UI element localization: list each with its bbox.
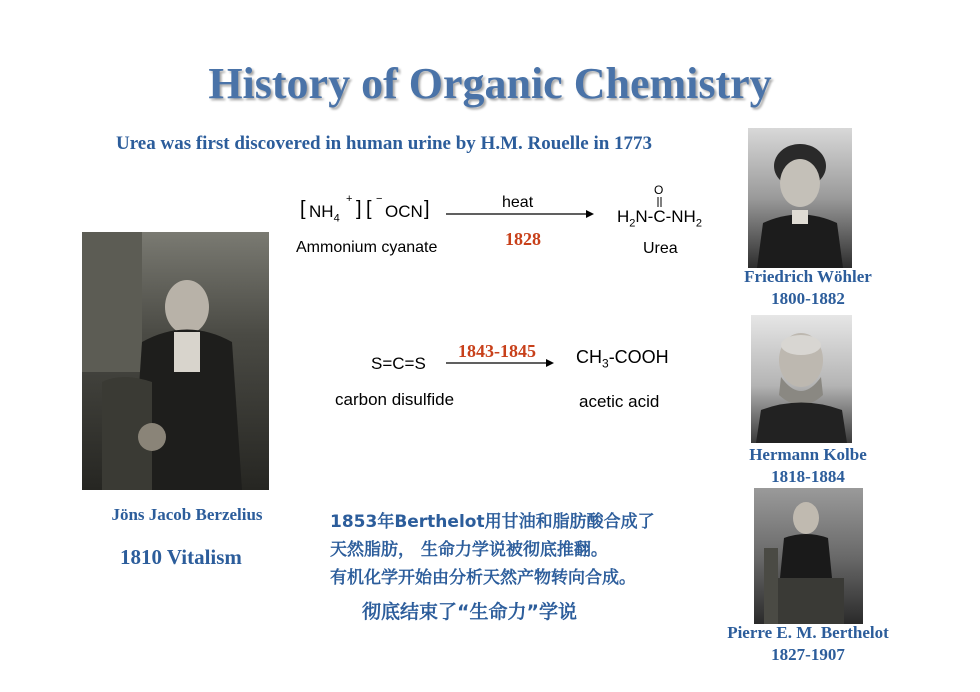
wohler-portrait (748, 128, 852, 268)
reactant-bracket-left: [ (300, 198, 306, 220)
kolbe-figure-icon (751, 315, 852, 443)
urea-oxygen: O (654, 183, 664, 197)
wohler-name: Friedrich Wöhler (744, 267, 872, 286)
note-line-3: 有机化学开始由分析天然产物转向合成。 (330, 568, 636, 588)
anion-bracket-right: ] (424, 198, 430, 220)
conclusion: 彻底结束了“生命力”学说 (362, 601, 577, 623)
berthelot-portrait (754, 488, 863, 624)
cation-charge: + (346, 193, 353, 205)
anion-charge: − (376, 193, 383, 205)
reaction-year: 1828 (505, 229, 541, 249)
reaction-years-2: 1843-1845 (458, 341, 536, 361)
urea-formula: $H_2N-C-NH_2$ (617, 207, 702, 230)
reaction-arrow-2 (446, 357, 556, 369)
wohler-years: 1800-1882 (771, 289, 845, 308)
note-line-1: 1853年Berthelot用甘油和脂肪酸合成了 (330, 512, 655, 532)
berzelius-figure-icon (82, 232, 269, 490)
reaction-arrow-1 (446, 208, 596, 220)
note-line-2: 天然脂肪， 生命力学说被彻底推翻。 (330, 540, 608, 560)
reaction-condition: heat (502, 194, 534, 211)
reactant-bracket-mid-right: ] (356, 198, 362, 220)
wohler-figure-icon (748, 128, 852, 268)
kolbe-years: 1818-1884 (771, 467, 845, 486)
vitalism-note: 1810 Vitalism (120, 545, 242, 569)
kolbe-name: Hermann Kolbe (749, 445, 867, 464)
berthelot-name: Pierre E. M. Berthelot (727, 623, 889, 642)
acetic-acid-formula: $CH_3$-COOH (576, 347, 669, 371)
berzelius-name: Jöns Jacob Berzelius (111, 505, 263, 524)
berthelot-years: 1827-1907 (771, 645, 845, 664)
reactant-cation: $NH_4$ (309, 202, 340, 225)
anion-bracket-left: [ (366, 198, 372, 220)
reactant-anion: OCN (385, 202, 423, 221)
berthelot-figure-icon (754, 488, 863, 624)
product-name-2: acetic acid (579, 392, 660, 411)
reactant-cs2: S=C=S (371, 354, 426, 373)
reactant-name: Ammonium cyanate (296, 239, 438, 256)
berzelius-portrait (82, 232, 269, 490)
subtitle: Urea was first discovered in human urine by H.M. Rouelle in 1773 (116, 133, 653, 154)
page-title: History of Organic Chemistry (208, 59, 772, 108)
product-name: Urea (643, 240, 678, 257)
reactant-name-2: carbon disulfide (335, 390, 455, 409)
kolbe-portrait (751, 315, 852, 443)
